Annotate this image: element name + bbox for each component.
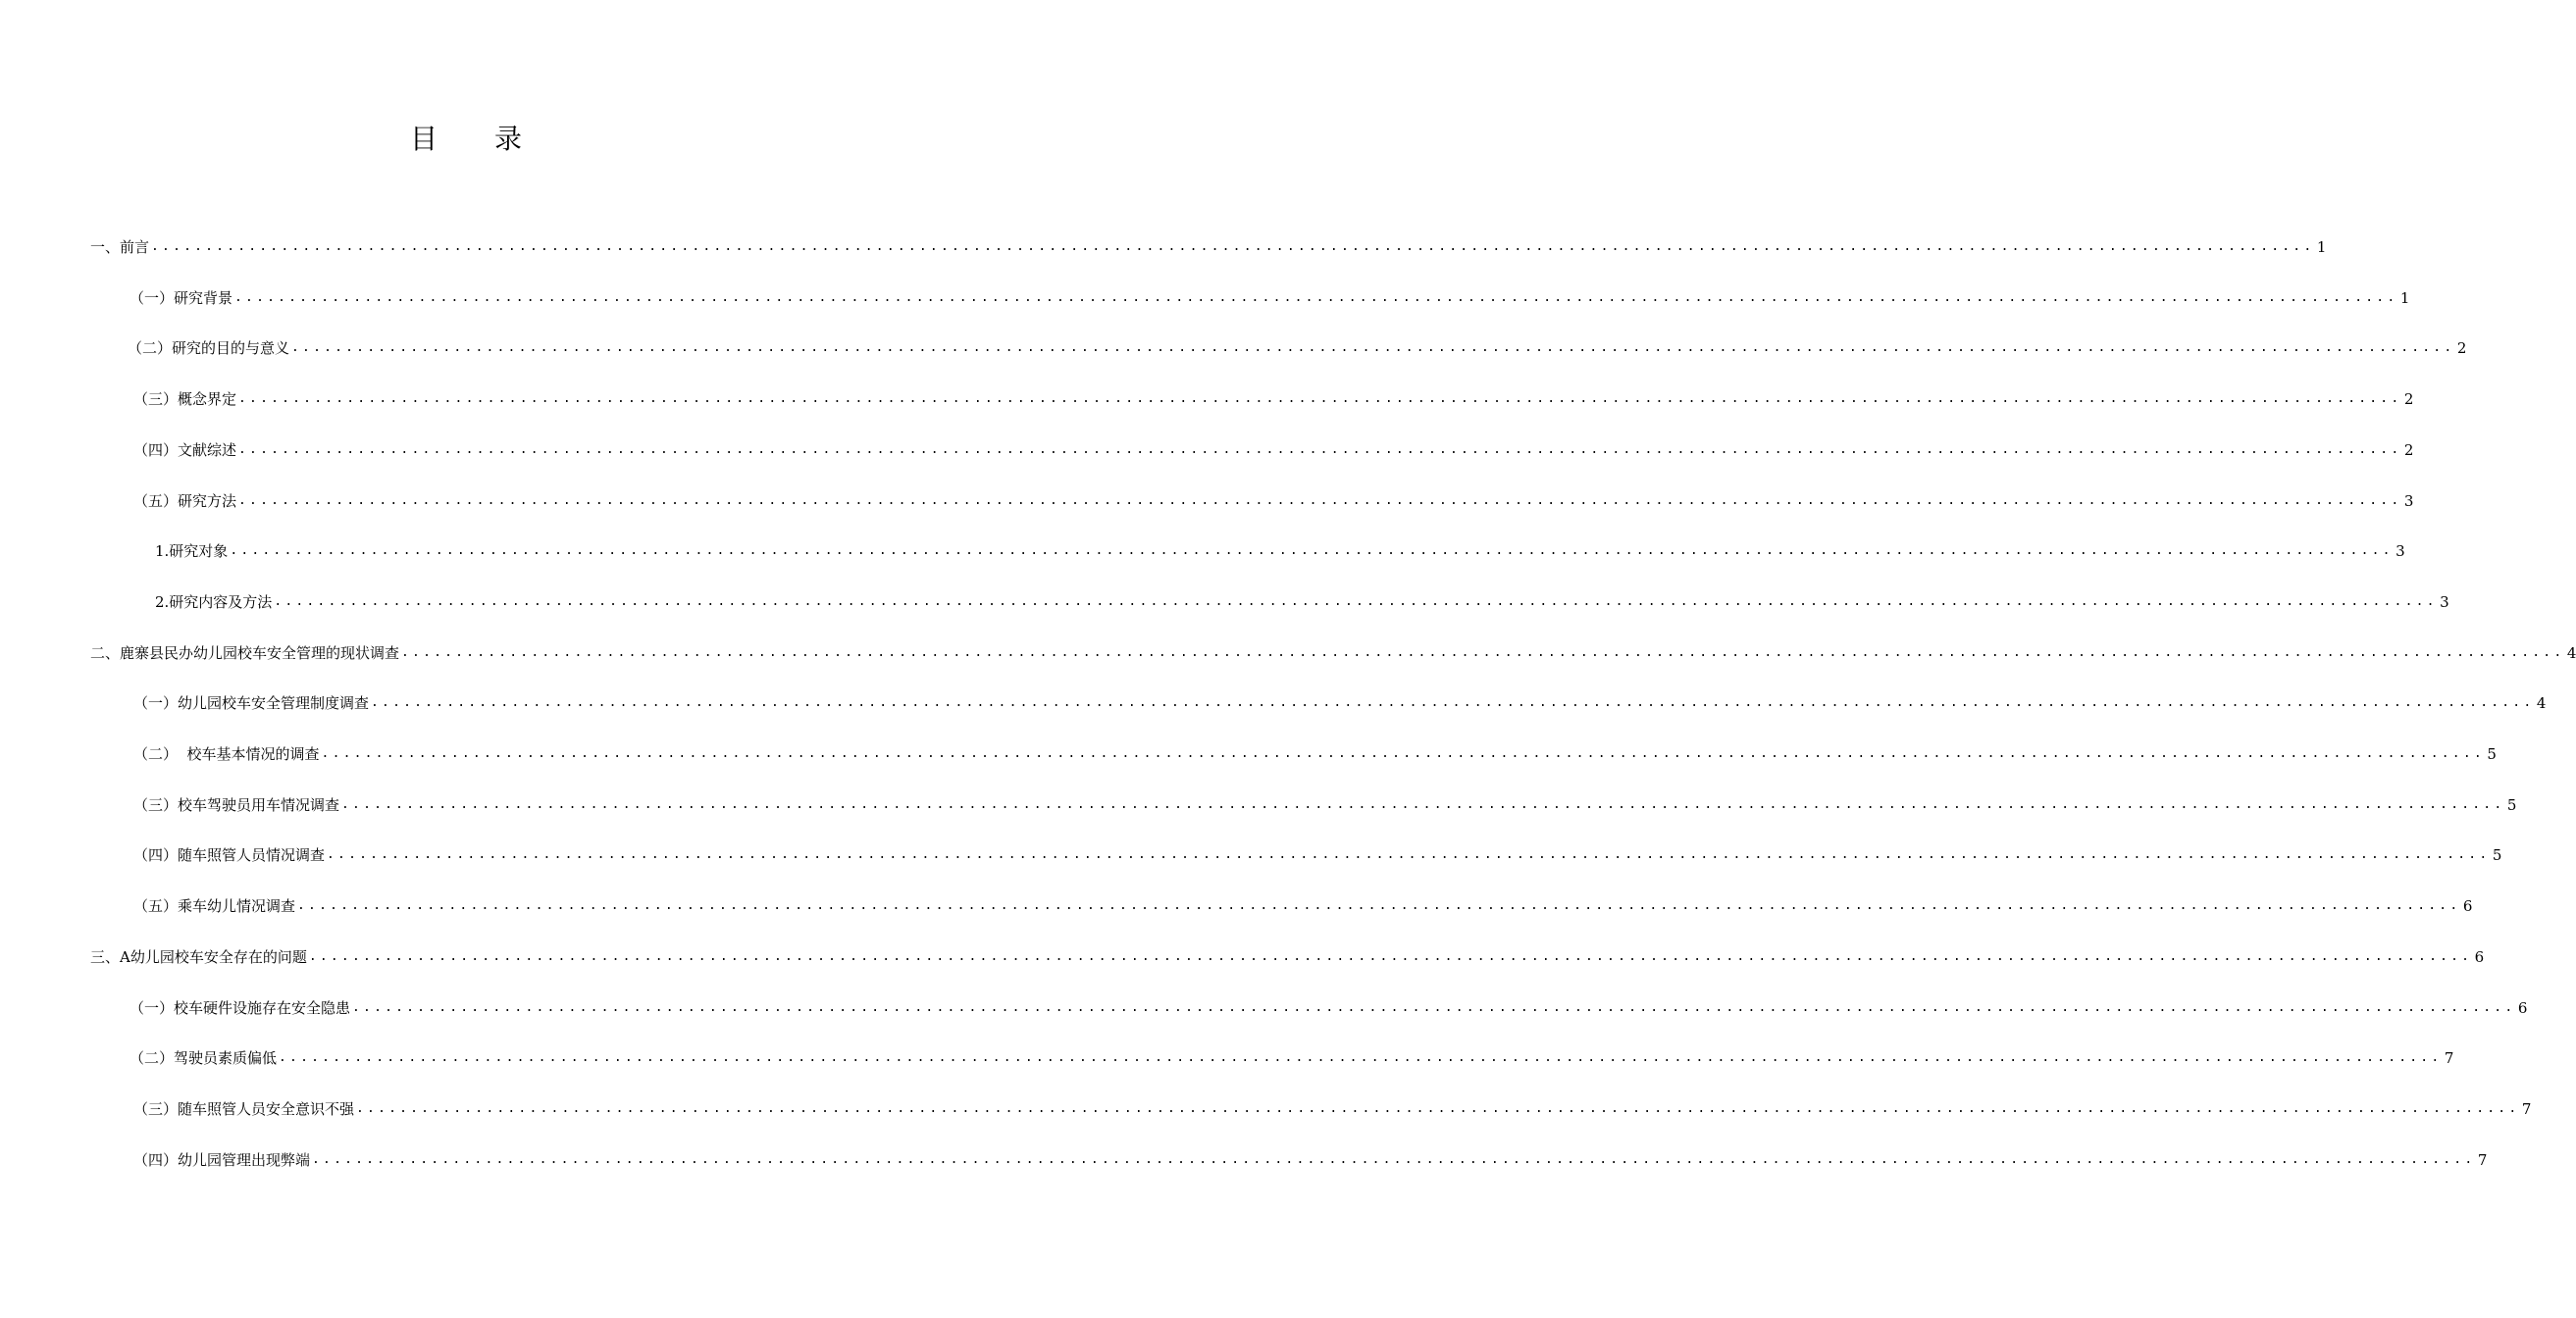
- toc-leader-dots: ........................................................................................................................................................................................................: [308, 949, 2473, 964]
- toc-entry-page-number: 4: [2566, 644, 2576, 662]
- toc-entry-page-number: 5: [2492, 846, 2502, 864]
- toc-entry[interactable]: [133, 839, 2502, 865]
- toc-entry-page-number: 2: [2403, 390, 2414, 408]
- toc-entry-page-number: 6: [2462, 897, 2473, 915]
- toc-entry-page-number: 7: [2477, 1151, 2488, 1169]
- toc-leader-dots: ........................................................................................................................................................................................................: [291, 340, 2455, 355]
- toc-entry-label: （二）驾驶员素质偏低: [129, 1049, 278, 1067]
- toc-entry-label: （五）研究方法: [133, 492, 237, 510]
- toc-entry-page-number: 2: [2456, 339, 2467, 357]
- toc-entry-page-number: 5: [2487, 745, 2497, 763]
- toc-leader-dots: ........................................................................................................................................................................................................: [230, 543, 2394, 558]
- toc-entry-label: 一、前言: [90, 238, 150, 256]
- toc-entry[interactable]: [128, 332, 2467, 358]
- toc-entry[interactable]: [90, 231, 2327, 257]
- toc-entry[interactable]: [90, 637, 2576, 663]
- toc-entry[interactable]: [133, 738, 2497, 764]
- toc-entry-label: （三）校车驾驶员用车情况调查: [133, 796, 340, 814]
- toc-leader-dots: ........................................................................................................................................................................................................: [274, 594, 2438, 609]
- toc-entry-label: （四）幼儿园管理出现弊端: [133, 1151, 311, 1169]
- toc-entry-label: （四）文献综述: [133, 441, 237, 459]
- toc-entry-label: （二）研究的目的与意义: [128, 339, 290, 357]
- toc-entry[interactable]: [133, 687, 2547, 713]
- toc-entry-label: （一）校车硬件设施存在安全隐患: [129, 999, 351, 1017]
- toc-entry[interactable]: [133, 1144, 2488, 1170]
- toc-leader-dots: ........................................................................................................................................................................................................: [151, 239, 2315, 254]
- title-char-2: 录: [494, 123, 523, 155]
- toc-leader-dots: ........................................................................................................................................................................................................: [238, 442, 2402, 457]
- toc-entry-page-number: 6: [2517, 999, 2528, 1017]
- toc-entry-label: 2.研究内容及方法: [155, 593, 273, 611]
- toc-leader-dots: ........................................................................................................................................................................................................: [356, 1101, 2520, 1116]
- toc-entry-label: 二、鹿寨县民办幼儿园校车安全管理的现状调查: [90, 644, 400, 662]
- toc-entry[interactable]: [133, 890, 2473, 916]
- toc-entry-label: （五）乘车幼儿情况调查: [133, 897, 296, 915]
- toc-entry-label: 三、A幼儿园校车安全存在的问题: [90, 948, 307, 966]
- toc-leader-dots: ........................................................................................................................................................................................................: [352, 1000, 2516, 1015]
- toc-entry-page-number: 3: [2403, 492, 2414, 510]
- toc-entry-page-number: 7: [2521, 1100, 2532, 1118]
- toc-entry[interactable]: [155, 586, 2449, 612]
- toc-entry[interactable]: [155, 535, 2405, 561]
- toc-entry[interactable]: [133, 485, 2414, 511]
- toc-leader-dots: ........................................................................................................................................................................................................: [297, 898, 2461, 913]
- toc-entry[interactable]: [133, 789, 2517, 815]
- toc-entry-label: （四）随车照管人员情况调查: [133, 846, 326, 864]
- toc-entry[interactable]: [133, 434, 2414, 460]
- toc-entry-label: （二） 校车基本情况的调查: [133, 745, 320, 763]
- toc-leader-dots: ........................................................................................................................................................................................................: [327, 847, 2491, 862]
- toc-entry[interactable]: [129, 992, 2528, 1018]
- toc-entry[interactable]: [129, 1042, 2454, 1068]
- toc-leader-dots: ........................................................................................................................................................................................................: [238, 391, 2402, 406]
- toc-entry[interactable]: [90, 941, 2485, 967]
- toc-entry-page-number: 1: [2316, 238, 2327, 256]
- toc-entry[interactable]: [133, 383, 2414, 409]
- toc-leader-dots: ........................................................................................................................................................................................................: [401, 645, 2565, 660]
- toc-entry-page-number: 5: [2506, 796, 2517, 814]
- toc-entry-page-number: 1: [2399, 289, 2410, 307]
- toc-entry-page-number: 6: [2474, 948, 2485, 966]
- toc-entry-label: （一）幼儿园校车安全管理制度调查: [133, 694, 370, 712]
- toc-entry-page-number: 4: [2536, 694, 2547, 712]
- toc-entry-page-number: 7: [2444, 1049, 2454, 1067]
- toc-entry-page-number: 2: [2403, 441, 2414, 459]
- toc-entry-page-number: 3: [2440, 593, 2449, 611]
- toc-leader-dots: ........................................................................................................................................................................................................: [371, 695, 2535, 710]
- toc-leader-dots: ........................................................................................................................................................................................................: [279, 1050, 2443, 1065]
- toc-entry[interactable]: [129, 282, 2410, 308]
- title-char-1: 目: [409, 123, 438, 155]
- toc-leader-dots: ........................................................................................................................................................................................................: [234, 290, 2398, 305]
- toc-entry-label: （三）概念界定: [133, 390, 237, 408]
- page-title: [0, 118, 932, 157]
- toc-leader-dots: ........................................................................................................................................................................................................: [321, 746, 2485, 761]
- toc-entry-page-number: 3: [2396, 542, 2405, 560]
- toc-entry-label: （三）随车照管人员安全意识不强: [133, 1100, 355, 1118]
- toc-entry[interactable]: [133, 1093, 2532, 1119]
- toc-leader-dots: ........................................................................................................................................................................................................: [341, 797, 2505, 812]
- toc-entry-label: 1.研究对象: [155, 542, 229, 560]
- toc-leader-dots: ........................................................................................................................................................................................................: [312, 1152, 2476, 1167]
- toc-entry-label: （一）研究背景: [129, 289, 233, 307]
- toc-leader-dots: ........................................................................................................................................................................................................: [238, 493, 2402, 508]
